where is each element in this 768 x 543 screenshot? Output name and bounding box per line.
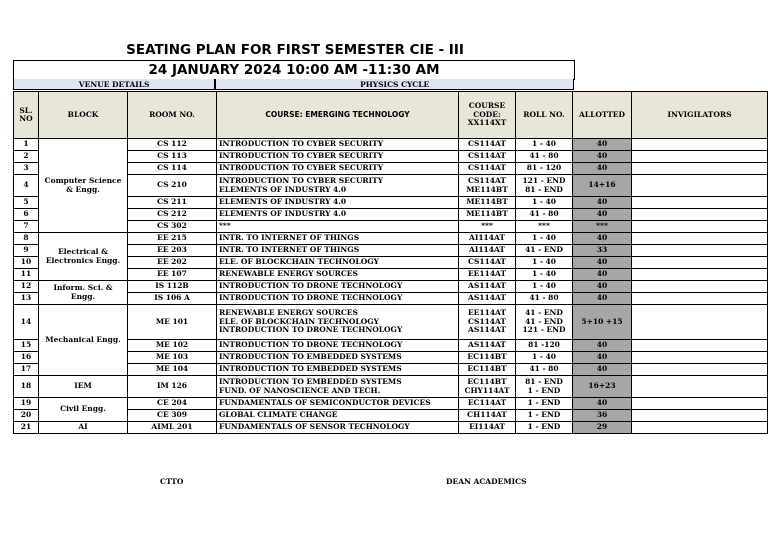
roll-no-cell [516,364,573,376]
course-cell [217,197,459,209]
course-cell-line: ELEMENTS OF INDUSTRY 4.0 [219,209,347,219]
course-code-cell-line: CS114AT [467,176,507,185]
course-code-cell-line: ME114BT [466,184,508,194]
col-header-roll: ROLL NO. [516,92,573,139]
allotted-cell: 40 [573,269,632,281]
table-body [14,139,768,434]
allotted-cell: 40 [573,352,632,364]
roll-no-cell [516,139,573,151]
roll-no-cell-line: 1 - END [527,422,561,432]
block-cell: Civil Engg. [39,398,128,422]
sl-no-cell: 10 [14,257,39,269]
course-cell-line: INTRODUCTION TO EMBEDDED SYSTEMS [219,377,402,386]
room-cell: AIML 201 [128,422,217,434]
col-header-invigilators: INVIGILATORS [632,92,768,139]
course-code-cell-line: AI114AT [469,245,505,255]
course-code-cell [459,163,516,175]
course-cell [217,233,459,245]
block-cell: Mechanical Engg. [39,305,128,376]
course-cell [217,163,459,175]
course-cell-line: ELE. OF BLOCKCHAIN TECHNOLOGY [219,257,379,267]
col-header-sl: SL. NO [14,92,39,139]
course-cell [217,269,459,281]
room-cell: CS 210 [128,175,217,197]
roll-no-cell-line: 1 - END [527,385,561,395]
room-cell: CS 114 [128,163,217,175]
course-cell [217,293,459,305]
course-code-cell-line: EC114AT [467,398,507,408]
sl-no-cell: 7 [14,221,39,233]
course-code-cell-line: CS114AT [467,151,507,161]
roll-no-cell [516,233,573,245]
room-cell: ME 102 [128,340,217,352]
room-cell: EE 107 [128,269,217,281]
roll-no-cell [516,175,573,197]
block-cell: AI [39,422,128,434]
allotted-cell: 40 [573,398,632,410]
course-code-cell-line: EE114AT [467,269,507,279]
table-row [14,245,768,257]
table-row [14,197,768,209]
roll-no-cell-line: 1 - 40 [532,281,556,291]
invigilator-cell [632,233,768,245]
course-code-cell [459,209,516,221]
course-cell [217,376,459,398]
roll-no-cell-line: 121 - END [522,325,566,335]
cycle-label: PHYSICS CYCLE [215,79,574,90]
seating-table [13,91,768,434]
course-code-cell-line: EI114AT [469,422,505,432]
invigilator-cell [632,281,768,293]
roll-no-cell [516,163,573,175]
subheader-row [13,79,574,90]
course-code-cell-line: AI114AT [469,233,505,243]
course-cell-line: INTRODUCTION TO DRONE TECHNOLOGY [219,325,403,335]
table-row [14,175,768,197]
roll-no-cell-line: 41 - END [525,316,563,326]
course-code-cell-line: AS114AT [468,340,506,350]
sl-no-cell: 18 [14,376,39,398]
room-cell: ME 104 [128,364,217,376]
roll-no-cell-line: 81 - 120 [526,163,562,173]
course-cell-line: *** [219,221,231,231]
col-header-course: COURSE: EMERGING TECHNOLOGY [217,92,459,139]
course-code-cell [459,410,516,422]
course-cell [217,352,459,364]
course-cell-line: INTR. TO INTERNET OF THINGS [219,233,360,243]
sl-no-cell: 1 [14,139,39,151]
invigilator-cell [632,197,768,209]
table-row [14,221,768,233]
course-code-cell [459,422,516,434]
roll-no-cell-line: 81 - END [525,184,563,194]
allotted-cell: 29 [573,422,632,434]
invigilator-cell [632,364,768,376]
course-cell-line: INTRODUCTION TO EMBEDDED SYSTEMS [219,364,402,374]
course-code-cell-line: CHY114AT [464,385,510,395]
roll-no-cell-line: 41 - 80 [529,364,559,374]
roll-no-cell-line: 41 - 80 [529,151,559,161]
course-cell-line: RENEWABLE ENERGY SOURCES [219,308,358,318]
table-row [14,269,768,281]
course-code-cell-line: EC114BT [467,377,507,386]
sl-no-cell: 11 [14,269,39,281]
allotted-cell: 40 [573,139,632,151]
sl-no-cell: 20 [14,410,39,422]
col-header-block: BLOCK [39,92,128,139]
table-row [14,233,768,245]
course-cell [217,422,459,434]
course-cell-line: FUNDAMENTALS OF SEMICONDUCTOR DEVICES [219,398,431,408]
allotted-cell: 40 [573,209,632,221]
room-cell: CS 212 [128,209,217,221]
course-cell-line: FUND. OF NANOSCIENCE AND TECH. [219,385,381,395]
allotted-cell: 40 [573,340,632,352]
course-code-cell [459,398,516,410]
room-cell: CE 309 [128,410,217,422]
table-row [14,281,768,293]
course-code-cell-line: EE114AT [467,308,507,318]
room-cell: IS 112B [128,281,217,293]
footer-right-signatory: DEAN ACADEMICS [446,477,527,486]
invigilator-cell [632,175,768,197]
invigilator-cell [632,293,768,305]
roll-no-cell [516,305,573,340]
invigilator-cell [632,221,768,233]
table-row [14,398,768,410]
course-code-cell [459,269,516,281]
invigilator-cell [632,257,768,269]
roll-no-cell-line: 121 - END [522,176,566,185]
course-cell-line: INTRODUCTION TO CYBER SECURITY [219,163,384,173]
course-code-cell-line: CH114AT [467,410,507,420]
block-cell: Computer Science & Engg. [39,139,128,233]
table-row [14,163,768,175]
course-cell-line: INTRODUCTION TO CYBER SECURITY [219,176,384,185]
roll-no-cell [516,422,573,434]
course-code-cell [459,376,516,398]
invigilator-cell [632,376,768,398]
roll-no-cell [516,293,573,305]
block-cell: Inform. Sci. & Engg. [39,281,128,305]
table-row [14,376,768,398]
exam-date-time: 24 JANUARY 2024 10:00 AM -11:30 AM [13,60,575,80]
sl-no-cell: 5 [14,197,39,209]
course-code-cell [459,305,516,340]
col-header-allotted: ALLOTTED [573,92,632,139]
course-code-cell [459,352,516,364]
roll-no-cell [516,245,573,257]
allotted-cell: 16+23 [573,376,632,398]
invigilator-cell [632,209,768,221]
roll-no-cell [516,257,573,269]
course-code-cell-line: AS114AT [468,293,506,303]
invigilator-cell [632,340,768,352]
room-cell: IS 106 A [128,293,217,305]
course-code-cell [459,197,516,209]
roll-no-cell-line: 1 - 40 [532,197,556,207]
course-code-cell-line: EC114BT [467,364,507,374]
room-cell: EE 203 [128,245,217,257]
course-cell-line: INTRODUCTION TO DRONE TECHNOLOGY [219,293,403,303]
sl-no-cell: 19 [14,398,39,410]
course-code-cell-line: CS114AT [467,316,507,326]
venue-details-label: VENUE DETAILS [13,79,215,90]
room-cell: CS 211 [128,197,217,209]
roll-no-cell-line: 1 - 40 [532,352,556,362]
course-code-cell-line: EC114BT [467,352,507,362]
sl-no-cell: 13 [14,293,39,305]
sl-no-cell: 21 [14,422,39,434]
roll-no-cell-line: 1 - 40 [532,257,556,267]
course-cell [217,305,459,340]
course-cell-line: FUNDAMENTALS OF SENSOR TECHNOLOGY [219,422,410,432]
course-cell-line: INTR. TO INTERNET OF THINGS [219,245,360,255]
block-cell: IEM [39,376,128,398]
room-cell: CS 113 [128,151,217,163]
invigilator-cell [632,305,768,340]
table-row [14,305,768,340]
allotted-cell: 40 [573,293,632,305]
course-cell-line: INTRODUCTION TO EMBEDDED SYSTEMS [219,352,402,362]
room-cell: CS 112 [128,139,217,151]
roll-no-cell [516,151,573,163]
invigilator-cell [632,139,768,151]
sl-no-cell: 14 [14,305,39,340]
roll-no-cell [516,221,573,233]
course-code-cell [459,139,516,151]
sl-no-cell: 17 [14,364,39,376]
table-row [14,293,768,305]
course-code-cell [459,257,516,269]
course-code-cell-line: AS114AT [468,325,506,335]
sl-no-cell: 9 [14,245,39,257]
allotted-cell: 33 [573,245,632,257]
allotted-cell: 40 [573,257,632,269]
course-code-cell [459,151,516,163]
allotted-cell: 40 [573,233,632,245]
roll-no-cell [516,197,573,209]
roll-no-cell-line: 41 - END [525,308,563,318]
roll-no-cell-line: 1 - 40 [532,269,556,279]
allotted-cell: 5+10 +15 [573,305,632,340]
allotted-cell: 40 [573,364,632,376]
invigilator-cell [632,245,768,257]
invigilator-cell [632,269,768,281]
course-code-cell [459,245,516,257]
course-cell [217,175,459,197]
course-code-cell-line: ME114BT [466,197,508,207]
course-cell [217,398,459,410]
allotted-cell: 36 [573,410,632,422]
allotted-cell: 14+16 [573,175,632,197]
allotted-cell: 40 [573,281,632,293]
table-row [14,340,768,352]
table-row [14,139,768,151]
course-code-cell-line: CS114AT [467,139,507,149]
allotted-cell: *** [573,221,632,233]
course-cell [217,209,459,221]
table-row [14,257,768,269]
roll-no-cell-line: 1 - END [527,398,561,408]
table-row [14,151,768,163]
course-code-cell-line: *** [481,221,493,231]
invigilator-cell [632,163,768,175]
page-title: SEATING PLAN FOR FIRST SEMESTER CIE - III [126,42,464,58]
sl-no-cell: 4 [14,175,39,197]
roll-no-cell-line: 41 - 80 [529,293,559,303]
allotted-cell: 40 [573,163,632,175]
table-row [14,422,768,434]
course-cell-line: ELEMENTS OF INDUSTRY 4.0 [219,184,347,194]
roll-no-cell-line: 1 - 40 [532,139,556,149]
course-code-cell [459,281,516,293]
roll-no-cell-line: 81 - END [525,377,563,386]
course-cell-line: GLOBAL CLIMATE CHANGE [219,410,338,420]
course-cell [217,410,459,422]
roll-no-cell [516,340,573,352]
table-row [14,410,768,422]
course-code-cell-line: ME114BT [466,209,508,219]
course-cell-line: INTRODUCTION TO CYBER SECURITY [219,139,384,149]
room-cell: CS 302 [128,221,217,233]
table-header-row [14,92,768,139]
course-cell [217,364,459,376]
course-cell [217,151,459,163]
invigilator-cell [632,398,768,410]
course-cell [217,281,459,293]
roll-no-cell-line: 41 - 80 [529,209,559,219]
course-cell-line: RENEWABLE ENERGY SOURCES [219,269,358,279]
roll-no-cell-line: 41 - END [525,245,563,255]
course-cell [217,139,459,151]
sl-no-cell: 6 [14,209,39,221]
invigilator-cell [632,151,768,163]
roll-no-cell [516,281,573,293]
roll-no-cell-line: 1 - END [527,410,561,420]
roll-no-cell [516,209,573,221]
course-cell-line: INTRODUCTION TO DRONE TECHNOLOGY [219,281,403,291]
invigilator-cell [632,422,768,434]
course-cell [217,340,459,352]
sl-no-cell: 2 [14,151,39,163]
room-cell: IM 126 [128,376,217,398]
course-cell [217,245,459,257]
course-code-cell [459,221,516,233]
roll-no-cell [516,376,573,398]
course-code-cell-line: AS114AT [468,281,506,291]
room-cell: CE 204 [128,398,217,410]
course-cell-line: ELEMENTS OF INDUSTRY 4.0 [219,197,347,207]
roll-no-cell-line: 81 -120 [528,340,560,350]
room-cell: EE 202 [128,257,217,269]
course-code-cell [459,364,516,376]
allotted-cell: 40 [573,151,632,163]
table-row [14,352,768,364]
course-cell-line: INTRODUCTION TO CYBER SECURITY [219,151,384,161]
sl-no-cell: 12 [14,281,39,293]
sl-no-cell: 3 [14,163,39,175]
sl-no-cell: 8 [14,233,39,245]
roll-no-cell-line: *** [538,221,550,231]
course-cell-line: INTRODUCTION TO DRONE TECHNOLOGY [219,340,403,350]
room-cell: ME 103 [128,352,217,364]
course-cell [217,221,459,233]
course-cell [217,257,459,269]
course-code-cell [459,340,516,352]
room-cell: ME 101 [128,305,217,340]
course-code-cell [459,233,516,245]
table-row [14,364,768,376]
invigilator-cell [632,352,768,364]
block-cell: Electrical & Electronics Engg. [39,233,128,281]
course-code-cell [459,293,516,305]
table-row [14,209,768,221]
course-cell-line: ELE. OF BLOCKCHAIN TECHNOLOGY [219,316,379,326]
col-header-room: ROOM NO. [128,92,217,139]
course-code-cell-line: CS114AT [467,163,507,173]
roll-no-cell [516,269,573,281]
invigilator-cell [632,410,768,422]
sl-no-cell: 16 [14,352,39,364]
course-code-cell-line: CS114AT [467,257,507,267]
roll-no-cell-line: 1 - 40 [532,233,556,243]
allotted-cell: 40 [573,197,632,209]
course-code-cell [459,175,516,197]
sl-no-cell: 15 [14,340,39,352]
col-header-code: COURSE CODE: XX114XT [459,92,516,139]
roll-no-cell [516,410,573,422]
footer-left-signatory: CTTO [160,477,184,486]
room-cell: EE 215 [128,233,217,245]
roll-no-cell [516,398,573,410]
roll-no-cell [516,352,573,364]
